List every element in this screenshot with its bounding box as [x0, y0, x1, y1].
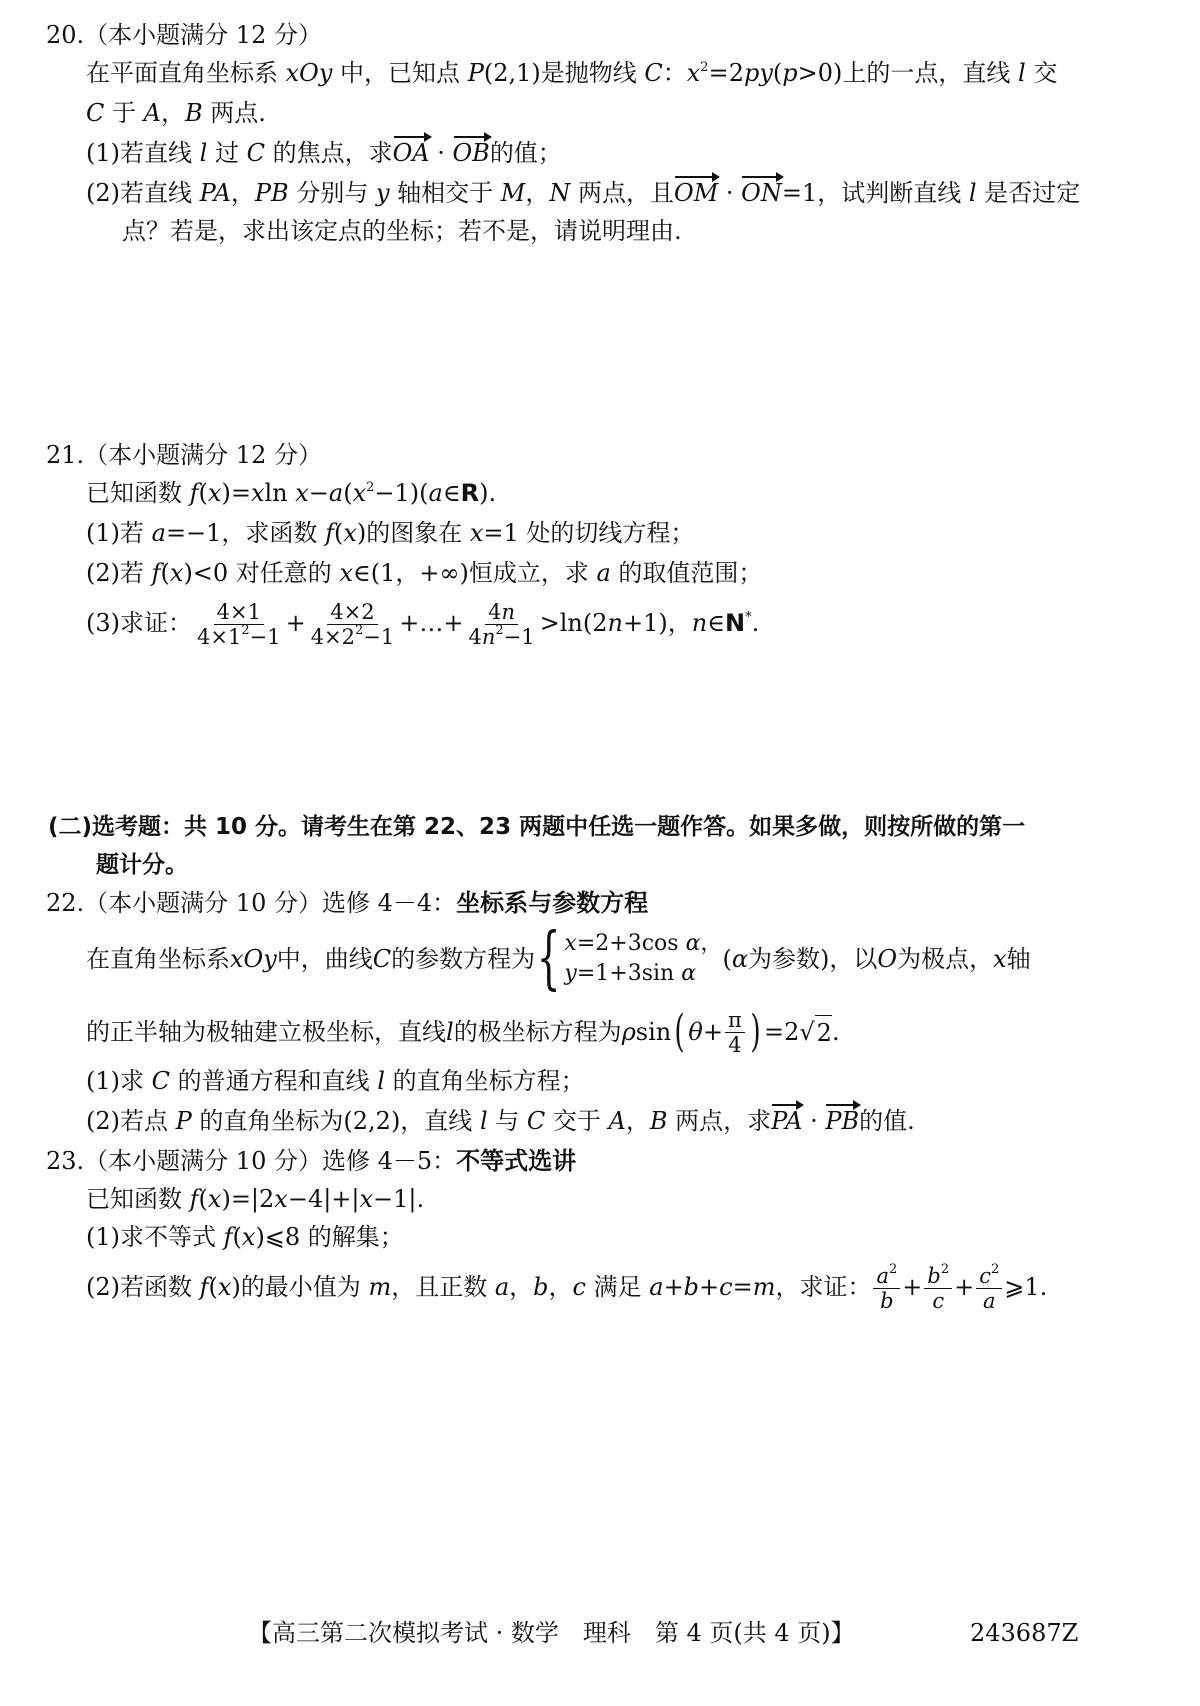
- fraction-c2-a: $\frac{c^2}{a}$: [976, 1264, 1002, 1313]
- vector-pa: PA: [771, 1104, 802, 1138]
- q23-line-1: 已知函数 f(x)=|2x−4|+|x−1|.: [86, 1185, 425, 1213]
- vector-on: ON: [741, 176, 782, 210]
- q20-header: 20.（本小题满分 12 分）: [46, 21, 322, 49]
- q22-line-2: 的正半轴为极轴建立极坐标，直线 l 的极坐标方程为 ρ sin ( θ + $\frac{\pi}{4}$ ) =2 √ 2 .: [86, 1006, 840, 1057]
- q20-line-2: C 于 A，B 两点.: [86, 99, 266, 127]
- q22-part-1: (1)求 C 的普通方程和直线 l 的直角坐标方程；: [86, 1067, 585, 1095]
- page-footer: 【高三第二次模拟考试 · 数学 理科 第 4 页(共 4 页)】: [248, 1619, 855, 1647]
- parametric-system: { x=2+3cos α， y=1+3sin α: [536, 919, 723, 998]
- fraction-a2-b: $\frac{a^2}{b}$: [873, 1264, 900, 1313]
- q21-line-1: 已知函数 f(x)=xln $x-a(x^2-1)(a\in R)$.: [86, 479, 497, 507]
- q20-line-1: 在平面直角坐标系 xOy 中，已知点 P(2,1)是抛物线 C：$x^2=2py(p>0)$上的一点，直线 l 交: [86, 59, 1058, 87]
- fraction-term-n: $\frac{4n}{4n^2-1}$: [468, 600, 535, 649]
- vector-om: OM: [674, 176, 718, 210]
- q21-part-3: (3)求证： $\frac{4\times 1}{4\times 1^2-1}$ + $\frac{4\times 2}{4\times 2^2-1}$ +…+ $\frac{4n}{4n^2-1}$ >ln(2n+1)，n∈N*.: [86, 600, 760, 649]
- q20-part-1: (1)若直线 l 过 C 的焦点，求OA · OB的值；: [86, 136, 562, 170]
- q21-header: 21.（本小题满分 12 分）: [46, 441, 322, 469]
- fraction-term-1: $\frac{4\times 1}{4\times 1^2-1}$: [197, 600, 281, 649]
- q23-header: 23.（本小题满分 10 分）选修 4－5：不等式选讲: [46, 1147, 577, 1175]
- fraction-term-2: $\frac{4\times 2}{4\times 2^2-1}$: [310, 600, 395, 649]
- exam-code: 243687Z: [970, 1619, 1079, 1647]
- q22-line-1: 在直角坐标系 xOy 中，曲线 C 的参数方程为 { x=2+3cos α， y=1+3sin α ( α 为参数)，以 O 为极点， x 轴: [86, 919, 1031, 998]
- fraction-b2-c: $\frac{b^2}{c}$: [924, 1264, 952, 1313]
- q23-part-2: (2)若函数 f(x)的最小值为 m，且正数 a，b，c 满足 a+b+c=m，求证： $\frac{a^2}{b}$ + $\frac{b^2}{c}$ + $\frac{c^2}{a}$ ⩾1.: [86, 1262, 1048, 1313]
- q23-part-1: (1)求不等式 f(x)⩽8 的解集；: [86, 1223, 404, 1251]
- q22-part-2: (2)若点 P 的直角坐标为(2,2)，直线 l 与 C 交于 A，B 两点，求PA · PB的值.: [86, 1104, 915, 1138]
- q20-part-2: (2)若直线 PA，PB 分别与 y 轴相交于 M，N 两点，且OM · ON=1，试判断直线 l 是否过定: [86, 176, 1080, 210]
- q22-header: 22.（本小题满分 10 分）选修 4－4：坐标系与参数方程: [46, 889, 649, 917]
- vector-pb: PB: [825, 1104, 859, 1138]
- elective-instructions-line-2: 题计分。: [96, 852, 188, 878]
- q20-part-2-cont: 点？若是，求出该定点的坐标；若不是，请说明理由.: [122, 217, 682, 245]
- q21-part-2: (2)若 f(x)<0 对任意的 x∈(1，+∞)恒成立，求 a 的取值范围；: [86, 559, 763, 587]
- vector-ob: OB: [453, 136, 490, 170]
- vector-oa: OA: [393, 136, 430, 170]
- q21-part-1: (1)若 a=−1，求函数 f(x)的图象在 x=1 处的切线方程；: [86, 519, 695, 547]
- elective-instructions-line-1: (二)选考题：共 10 分。请考生在第 22、23 两题中任选一题作答。如果多做，则按所做的第一: [48, 814, 1026, 840]
